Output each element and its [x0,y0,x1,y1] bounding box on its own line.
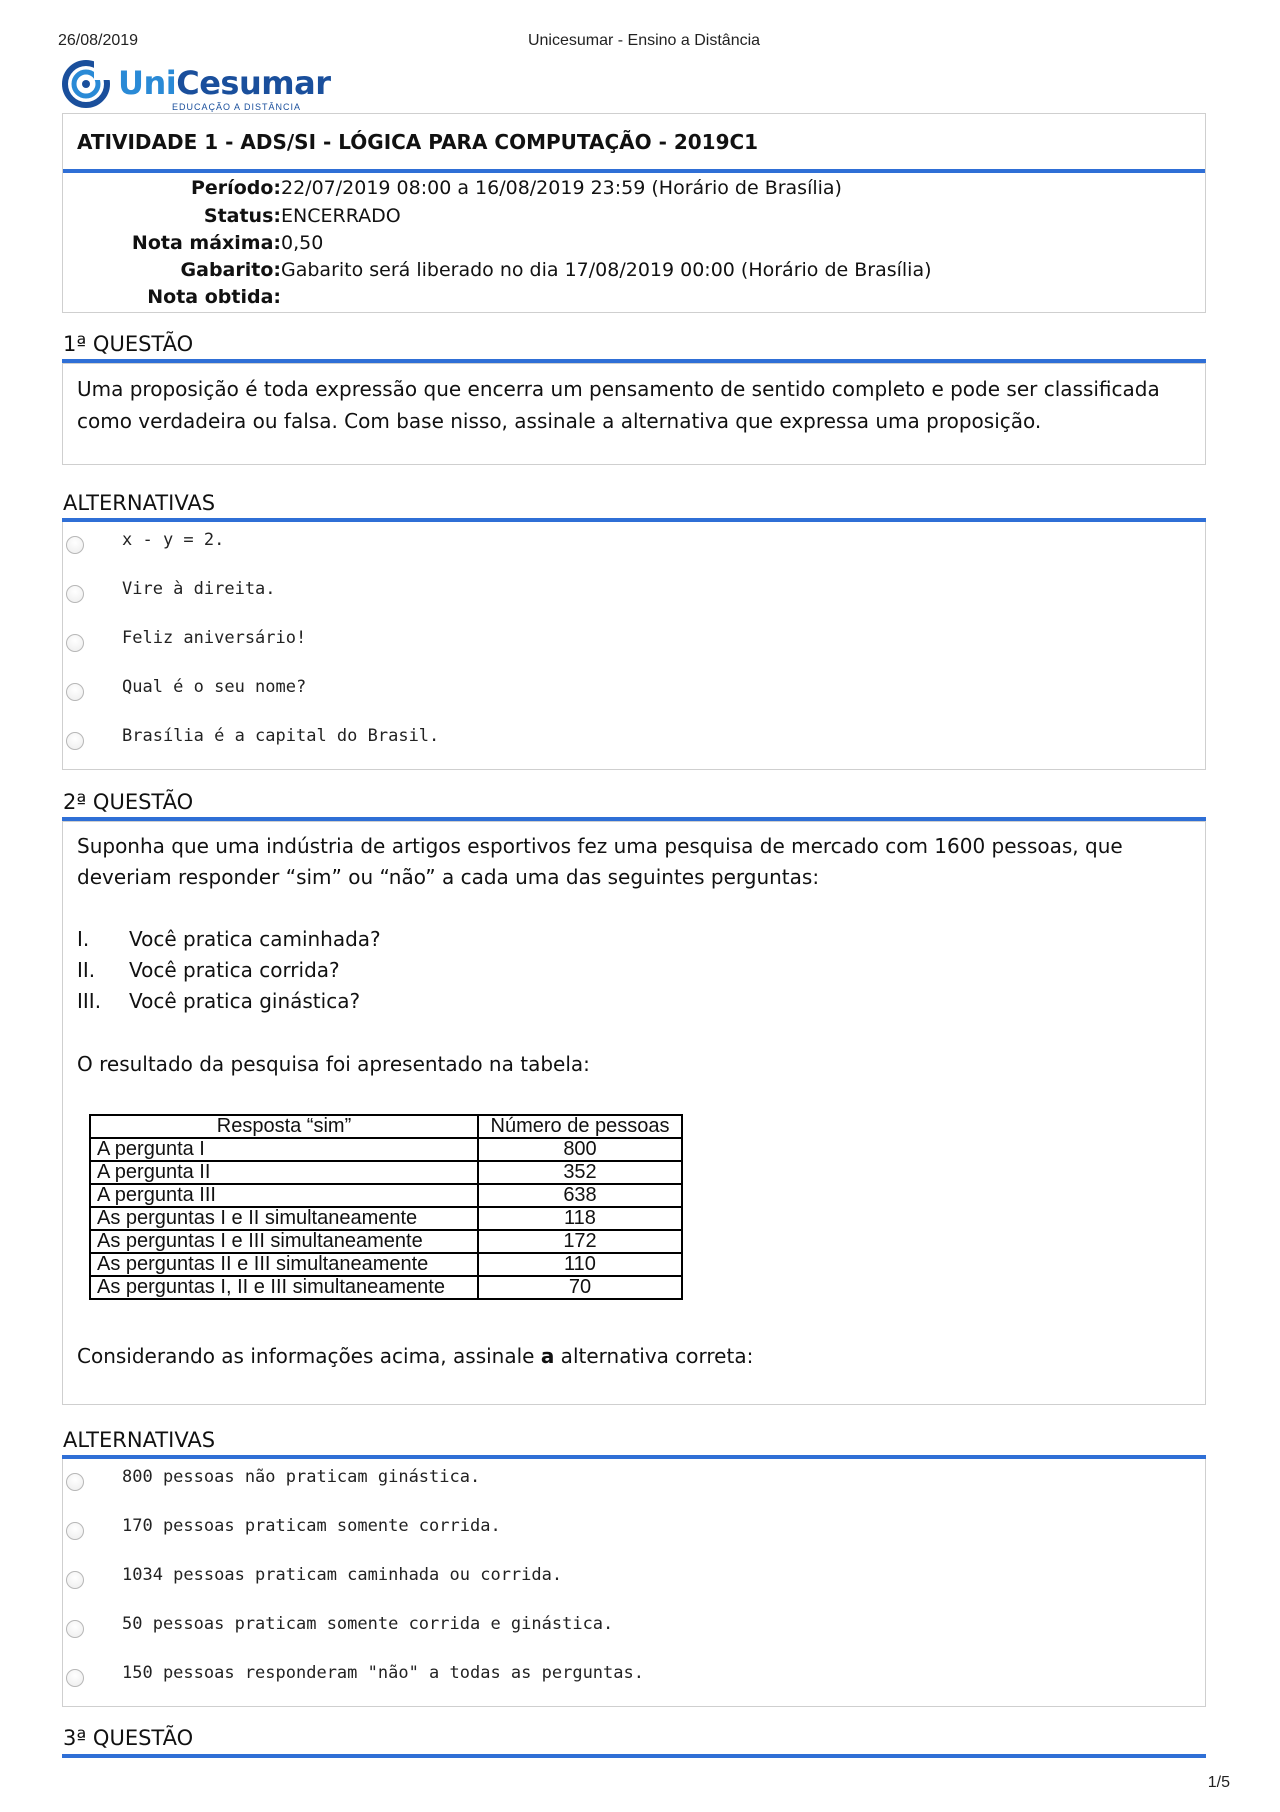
q1-title: 1ª QUESTÃO [63,332,194,356]
alternative-label: 50 pessoas praticam somente corrida e ginástica. [122,1614,614,1634]
page-number: 1/5 [1207,1774,1230,1791]
table-cell: As perguntas I e II simultaneamente [90,1207,478,1230]
item-text: Você pratica caminhada? [129,927,381,951]
logo-tagline: EDUCAÇÃO A DISTÂNCIA [172,102,302,112]
logo-wordmark: UniCesumar [118,64,331,102]
q2-alternative[interactable] [63,1467,1063,1503]
table-cell: 352 [478,1161,682,1184]
alternative-label: Feliz aniversário! [122,628,307,648]
table-row [90,1138,682,1161]
alternative-label: Qual é o seu nome? [122,677,307,697]
info-label: Gabarito: [180,259,281,281]
info-value: Gabarito será liberado no dia 17/08/2019 00:00 (Horário de Brasília) [281,259,932,281]
q2-closing: Considerando as informações acima, assinale a alternativa correta: [77,1344,754,1368]
item-number: II. [77,958,96,982]
radio-button[interactable] [66,732,84,750]
print-date: 26/08/2019 [58,32,139,49]
q1-statement: Uma proposição é toda expressão que encerra um pensamento de sentido completo e pode ser classificada como verdadeira ou falsa. Com base nisso, assinale a alternativa que expressa uma proposição. [77,377,1160,433]
q2-alternative[interactable] [63,1663,1063,1699]
q1-alternative[interactable] [63,677,1063,713]
radio-button[interactable] [66,585,84,603]
table-cell: 638 [478,1184,682,1207]
info-row-gabarito [61,259,932,281]
radio-button[interactable] [66,536,84,554]
radio-button[interactable] [66,1669,84,1687]
q1-alternative[interactable] [63,579,1063,615]
radio-button[interactable] [66,683,84,701]
title-divider [63,169,1205,173]
info-row-nota-obtida [61,286,281,308]
table-row [90,1161,682,1184]
info-row-nota-maxima [61,232,323,254]
table-cell: A pergunta I [90,1138,478,1161]
table-row [90,1253,682,1276]
table-cell: As perguntas II e III simultaneamente [90,1253,478,1276]
print-page-title: Unicesumar - Ensino a Distância [527,32,761,49]
alternative-label: 150 pessoas responderam "não" a todas as perguntas. [122,1663,644,1683]
table-cell: 118 [478,1207,682,1230]
q1-alternative[interactable] [63,628,1063,664]
info-label: Nota obtida: [147,286,281,308]
table-row [90,1276,682,1299]
table-cell: A pergunta III [90,1184,478,1207]
q2-alternative[interactable] [63,1516,1063,1552]
q1-alternatives-box [62,522,1206,770]
q2-title: 2ª QUESTÃO [63,790,194,814]
table-cell: As perguntas I, II e III simultaneamente [90,1276,478,1299]
q1-statement-box [62,363,1206,465]
q3-divider [62,1754,1206,1758]
q2-alternative[interactable] [63,1565,1063,1601]
info-label: Período: [191,177,281,199]
item-number: I. [77,927,90,951]
table-cell: 800 [478,1138,682,1161]
table-row [90,1230,682,1253]
info-value: 22/07/2019 08:00 a 16/08/2019 23:59 (Horário de Brasília) [281,177,842,199]
q2-alternative[interactable] [63,1614,1063,1650]
radio-button[interactable] [66,1620,84,1638]
table-header-numero: Número de pessoas [478,1115,682,1138]
q2-result-text: O resultado da pesquisa foi apresentado na tabela: [77,1052,590,1076]
activity-info-box [62,113,1206,313]
unicesumar-logo [60,60,331,116]
q2-question-item [77,927,381,951]
info-row-status [61,205,401,227]
table-header-row [90,1115,682,1138]
q1-alternatives-title: ALTERNATIVAS [63,491,216,515]
q3-title: 3ª QUESTÃO [63,1726,194,1750]
alternative-label: Vire à direita. [122,579,276,599]
radio-button[interactable] [66,1473,84,1491]
logo-emblem-icon [60,60,112,108]
q2-statement-box [62,821,1206,1405]
table-row [90,1184,682,1207]
q2-question-item [77,989,360,1013]
table-cell: 172 [478,1230,682,1253]
q2-alternatives-box [62,1459,1206,1707]
radio-button[interactable] [66,634,84,652]
q2-alternatives-title: ALTERNATIVAS [63,1428,216,1452]
alternative-label: 1034 pessoas praticam caminhada ou corrida. [122,1565,563,1585]
alternative-label: Brasília é a capital do Brasil. [122,726,440,746]
print-header [58,32,1230,52]
q2-intro: Suponha que uma indústria de artigos esportivos fez uma pesquisa de mercado com 1600 pessoas, que deveriam responder “sim” ou “não” a cada uma das seguintes perguntas: [77,834,1123,889]
info-label: Nota máxima: [131,232,281,254]
alternative-label: 170 pessoas praticam somente corrida. [122,1516,501,1536]
table-cell: A pergunta II [90,1161,478,1184]
survey-results-table [89,1114,683,1300]
table-header-resposta: Resposta “sim” [90,1115,478,1138]
alternative-label: x - y = 2. [122,530,225,550]
item-text: Você pratica corrida? [129,958,340,982]
table-row [90,1207,682,1230]
q1-alternative[interactable] [63,530,1063,566]
activity-title: ATIVIDADE 1 - ADS/SI - LÓGICA PARA COMPUTAÇÃO - 2019C1 [77,130,759,154]
info-value: 0,50 [281,232,324,254]
table-cell: As perguntas I e III simultaneamente [90,1230,478,1253]
q2-question-item [77,958,340,982]
info-row-periodo [61,177,842,199]
table-cell: 110 [478,1253,682,1276]
table-cell: 70 [478,1276,682,1299]
info-label: Status: [203,205,281,227]
info-value: ENCERRADO [281,205,401,227]
alternative-label: 800 pessoas não praticam ginástica. [122,1467,481,1487]
item-text: Você pratica ginástica? [129,989,361,1013]
radio-button[interactable] [66,1571,84,1589]
q1-alternative[interactable] [63,726,1063,762]
radio-button[interactable] [66,1522,84,1540]
item-number: III. [77,989,102,1013]
